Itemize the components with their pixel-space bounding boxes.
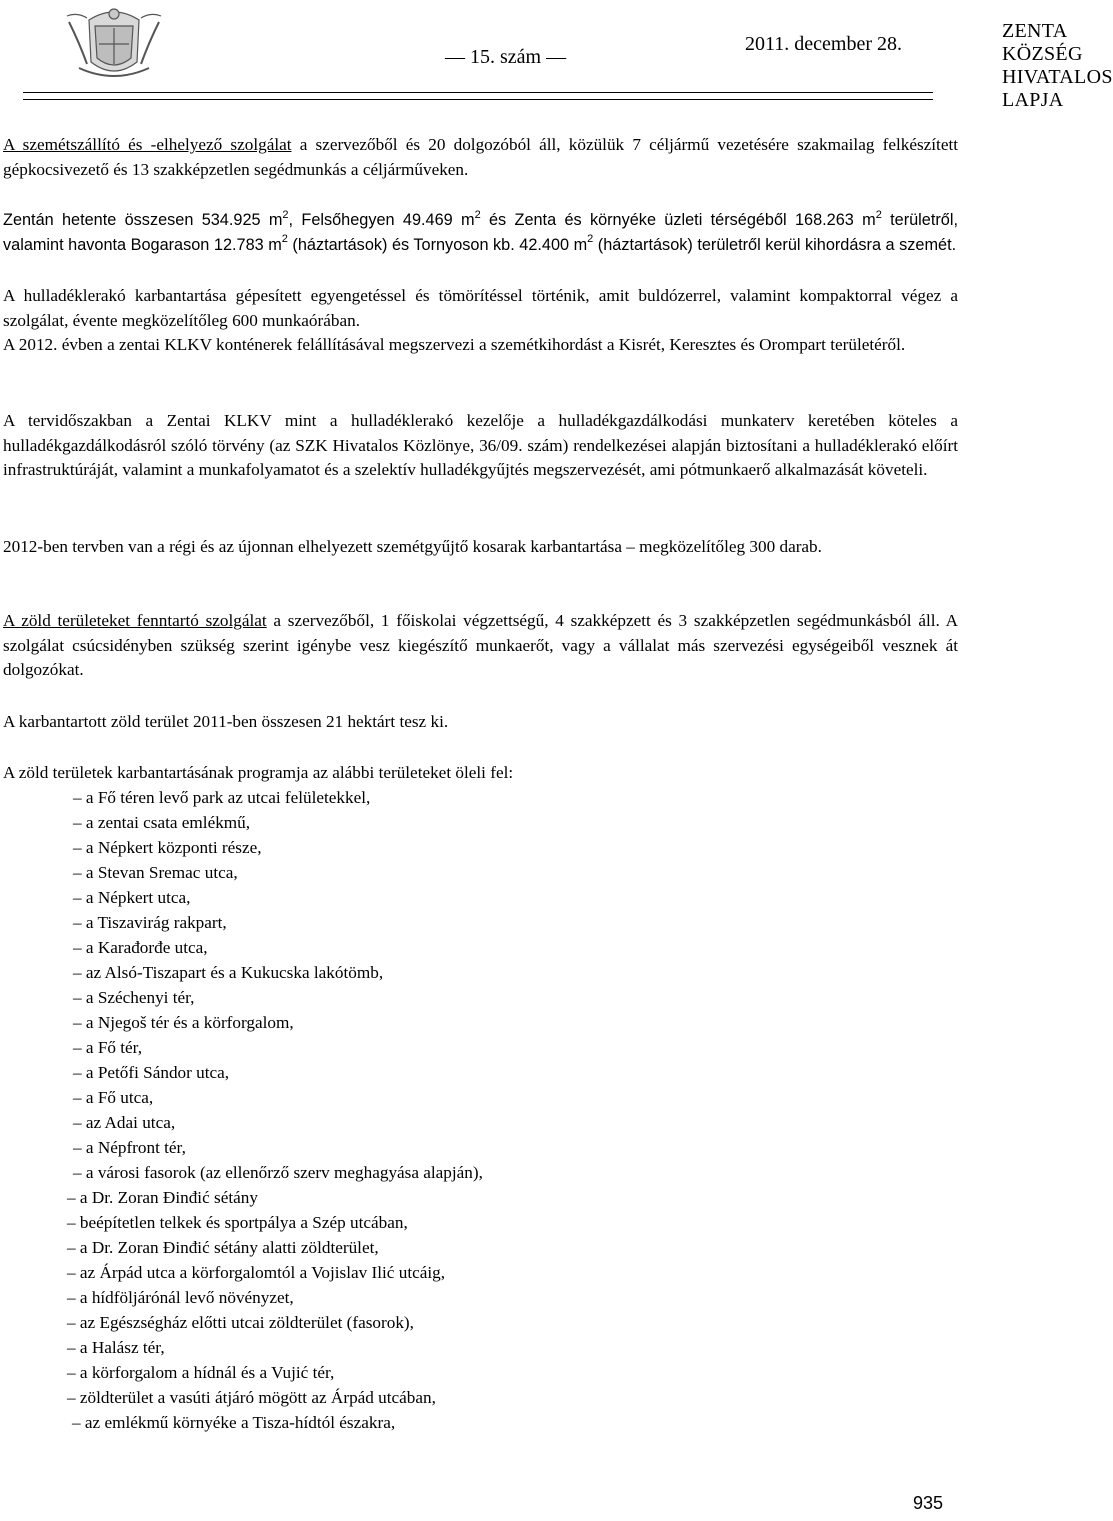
paragraph-green-service: A zöld területeket fenntartó szolgálat a szervezőből, 1 főiskolai végzettségű, 4 szakképzett és 3 szakképzetlen segédmunkásból áll. A szolgálat csúcsidényben szükség szerint igénybe vesz kiegészítő munkaerőt, vagy a vállalat más szervezési egységeiből vesznek át dolgozókat. [3, 611, 958, 679]
list-item: – a Fő téren levő park az utcai felületekkel, [73, 788, 371, 807]
coat-of-arms-logo [59, 2, 169, 82]
list-item: – az Árpád utca a körforgalomtól a Vojislav Ilić utcáig, [67, 1263, 446, 1282]
list-item: – a Széchenyi tér, [73, 988, 195, 1007]
list-item: – a Népkert központi része, [73, 838, 262, 857]
list-item: – a Tiszavirág rakpart, [73, 913, 227, 932]
list-item: – zöldterület a vasúti átjáró mögött az Árpád utcában, [67, 1388, 436, 1407]
list-item: – a városi fasorok (az ellenőrző szerv meghagyása alapján), [73, 1163, 483, 1182]
list-item: – a Fő utca, [73, 1088, 154, 1107]
list-item: – a Népkert utca, [73, 888, 191, 907]
list-item: – a Karađorđe utca, [73, 938, 208, 957]
list-item: – a Njegoš tér és a körforgalom, [73, 1013, 294, 1032]
list-item: – a Népfront tér, [73, 1138, 186, 1157]
list-item: – a Dr. Zoran Đinđić sétány alatti zöldterület, [67, 1238, 379, 1257]
list-item: – az Adai utca, [73, 1113, 176, 1132]
issue-number: — 15. szám — [445, 46, 567, 68]
list-item: – beépítetlen telkek és sportpálya a Szép utcában, [67, 1213, 408, 1232]
list-item: – az emlékmű környéke a Tisza-hídtól északra, [72, 1413, 396, 1432]
paragraph-baskets-2012: 2012-ben tervben van a régi és az újonnan elhelyezett szemétgyűjtő kosarak karbantartása – megközelítőleg 300 darab. [3, 537, 822, 556]
list-item: – a Fő tér, [73, 1038, 143, 1057]
list-item: – a Petőfi Sándor utca, [73, 1063, 230, 1082]
green-service-heading: A zöld területeket fenntartó szolgálat [3, 611, 267, 630]
list-item: – a hídföljárónál levő növényzet, [67, 1288, 294, 1307]
publication-title: ZENTA KÖZSÉG HIVATALOS LAPJA [1002, 20, 1113, 111]
paragraph-plan-period: A tervidőszakban a Zentai KLKV mint a hulladéklerakó kezelője a hulladékgazdálkodási munkaterv keretében köteles a hulladékgazdálkodásról szóló törvény (az SZK Hivatalos Közlönye, 36/09. szám) rendelkezései alapján biztosítani a hulladéklerakó előírt infrastruktúráját, valamint a munkafolyamatot és a szelektív hulladékgyűjtés megszervezését, ami pótmunkaerő alkalmazását követeli. [3, 411, 958, 479]
list-item: – a körforgalom a hídnál és a Vujić tér, [67, 1363, 335, 1382]
paragraph-green-area-total: A karbantartott zöld terület 2011-ben összesen 21 hektárt tesz ki. [3, 712, 449, 731]
paragraph-program-intro: A zöld területek karbantartásának programja az alábbi területeket öleli fel: [3, 763, 514, 782]
waste-service-heading: A szemétszállító és -elhelyező szolgálat [3, 135, 292, 154]
issue-date: 2011. december 28. [745, 33, 902, 55]
header-rule [23, 92, 933, 100]
list-item: – a zentai csata emlékmű, [73, 813, 251, 832]
list-item: – az Alsó-Tiszapart és a Kukucska lakótömb, [73, 963, 384, 982]
paragraph-collection-areas: Zentán hetente összesen 534.925 $m^2$, Felsőhegyen 49.469 $m^2$ és Zenta és környéke üzleti térségéből 168.263 $m^2$ területről, valamint havonta Bogarason 12.783 $m^2$ (háztartások) és Tornyoson kb. 42.400 $m^2$ (háztartások) területről kerül kihordásra a szemét. [3, 208, 958, 254]
page-number: 935 [913, 1493, 944, 1513]
list-item: – az Egészségház előtti utcai zöldterület (fasorok), [67, 1313, 414, 1332]
list-item: – a Halász tér, [67, 1338, 165, 1357]
paragraph-landfill-maintenance: A hulladéklerakó karbantartása gépesített egyengetéssel és tömörítéssel történik, amit buldózerrel, valamint kompaktorral végez a szolgálat, évente megközelítőleg 600 munkaórában. [3, 286, 958, 330]
paragraph-containers-2012: A 2012. évben a zentai KLKV konténerek felállításával megszervezi a szemétkihordást a Kisrét, Keresztes és Orompart területéről. [3, 335, 906, 354]
paragraph-waste-service: A szemétszállító és -elhelyező szolgálat a szervezőből és 20 dolgozóból áll, közülük 7 céljármű vezetésére szakmailag felkészített gépkocsivezető és 13 szakképzetlen segédmunkás a céljárműveken. [3, 135, 958, 179]
list-item: – a Dr. Zoran Đinđić sétány [67, 1188, 258, 1207]
list-item: – a Stevan Sremac utca, [73, 863, 238, 882]
